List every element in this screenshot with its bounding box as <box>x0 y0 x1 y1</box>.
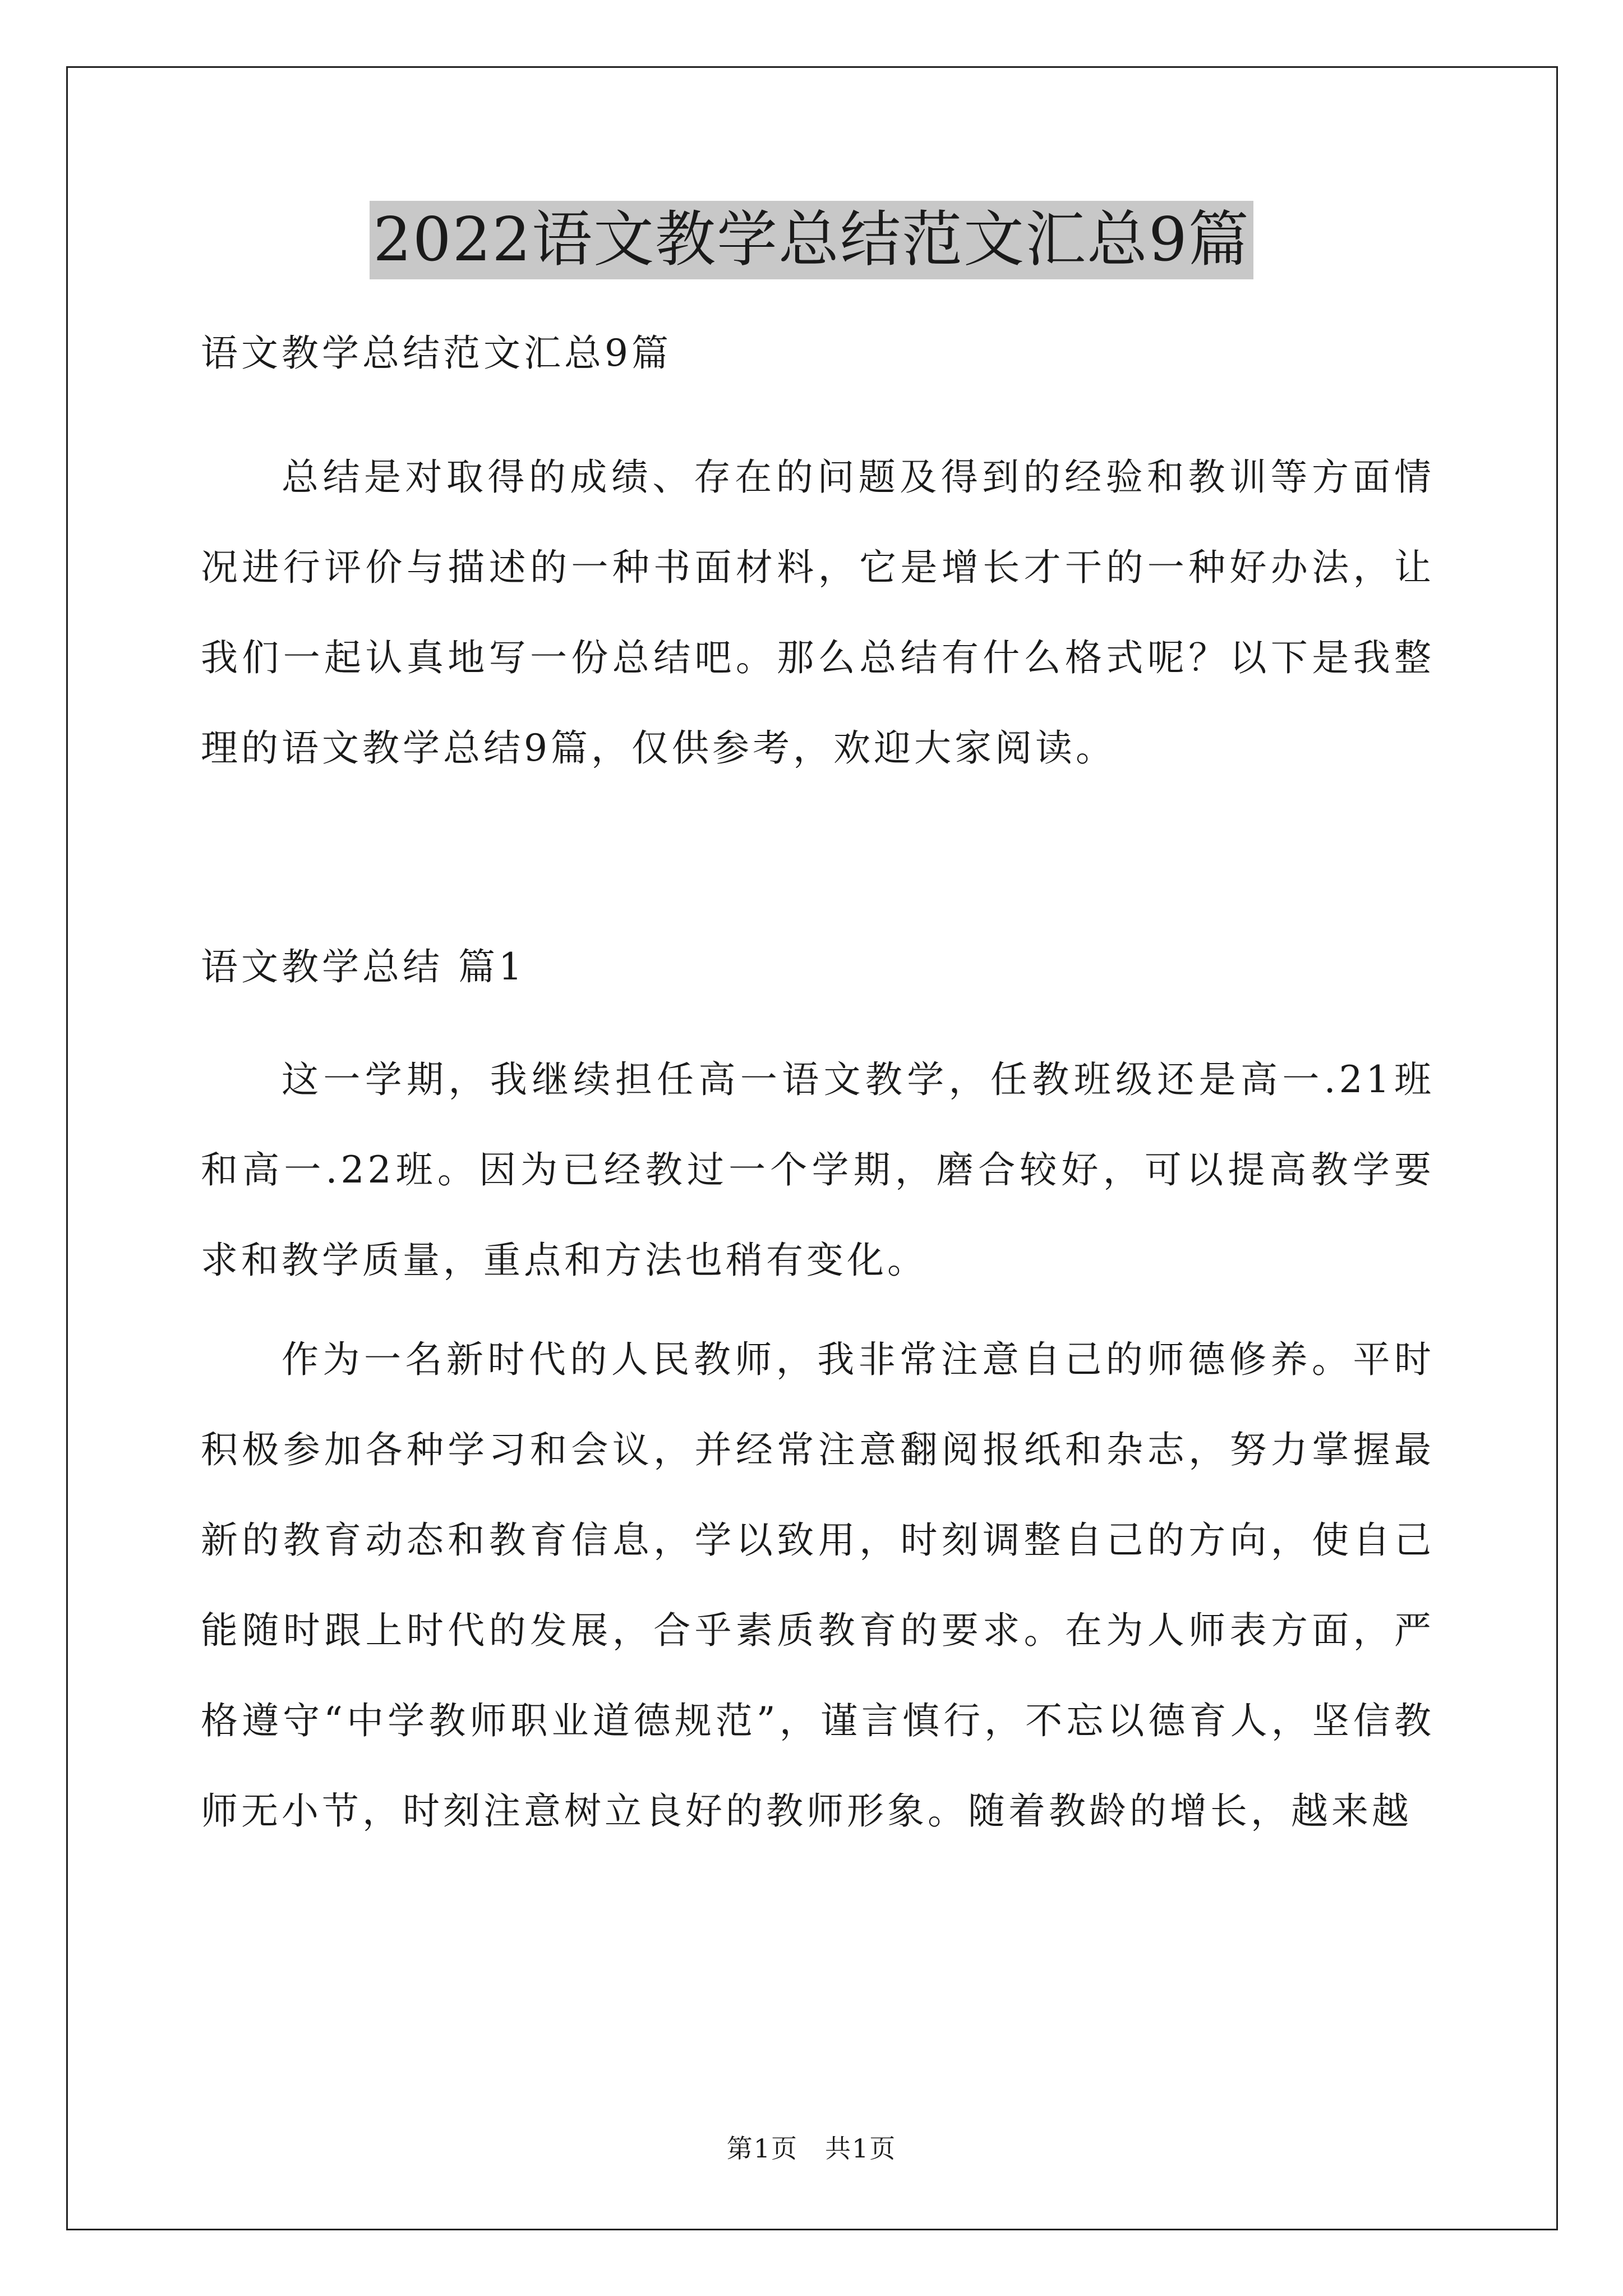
document-subtitle: 语文教学总结范文汇总9篇 <box>201 332 672 375</box>
body-paragraph: 这一学期，我继续担任高一语文教学，任教班级还是高一.21班和高一.22班。因为已经教过一个学期，磨合较好，可以提高教学要求和教学质量，重点和方法也稍有变化。 <box>201 1058 1435 1282</box>
section-heading: 语文教学总结 篇1 <box>201 945 525 988</box>
body-paragraph: 作为一名新时代的人民教师，我非常注意自己的师德修养。平时积极参加各种学习和会议，并经常注意翻阅报纸和杂志，努力掌握最新的教育动态和教育信息，学以致用，时刻调整自己的方向，使自己能随时跟上时代的发展，合乎素质教育的要求。在为人师表方面，严格遵守“中学教师职业道德规范”，谨言慎行，不忘以德育人，坚信教师无小节，时刻注意树立良好的教师形象。随着教龄的增长，越来越 <box>201 1338 1435 1833</box>
page-number: 第1页 共1页 <box>726 2133 897 2164</box>
document-title: 2022语文教学总结范文汇总9篇 <box>370 201 1253 279</box>
intro-paragraph: 总结是对取得的成绩、存在的问题及得到的经验和教训等方面情况进行评价与描述的一种书面材料，它是增长才干的一种好办法，让我们一起认真地写一份总结吧。那么总结有什么格式呢？以下是我整理的语文教学总结9篇，仅供参考，欢迎大家阅读。 <box>201 455 1435 770</box>
document-body <box>201 314 1435 1856</box>
title-container <box>0 201 1623 279</box>
